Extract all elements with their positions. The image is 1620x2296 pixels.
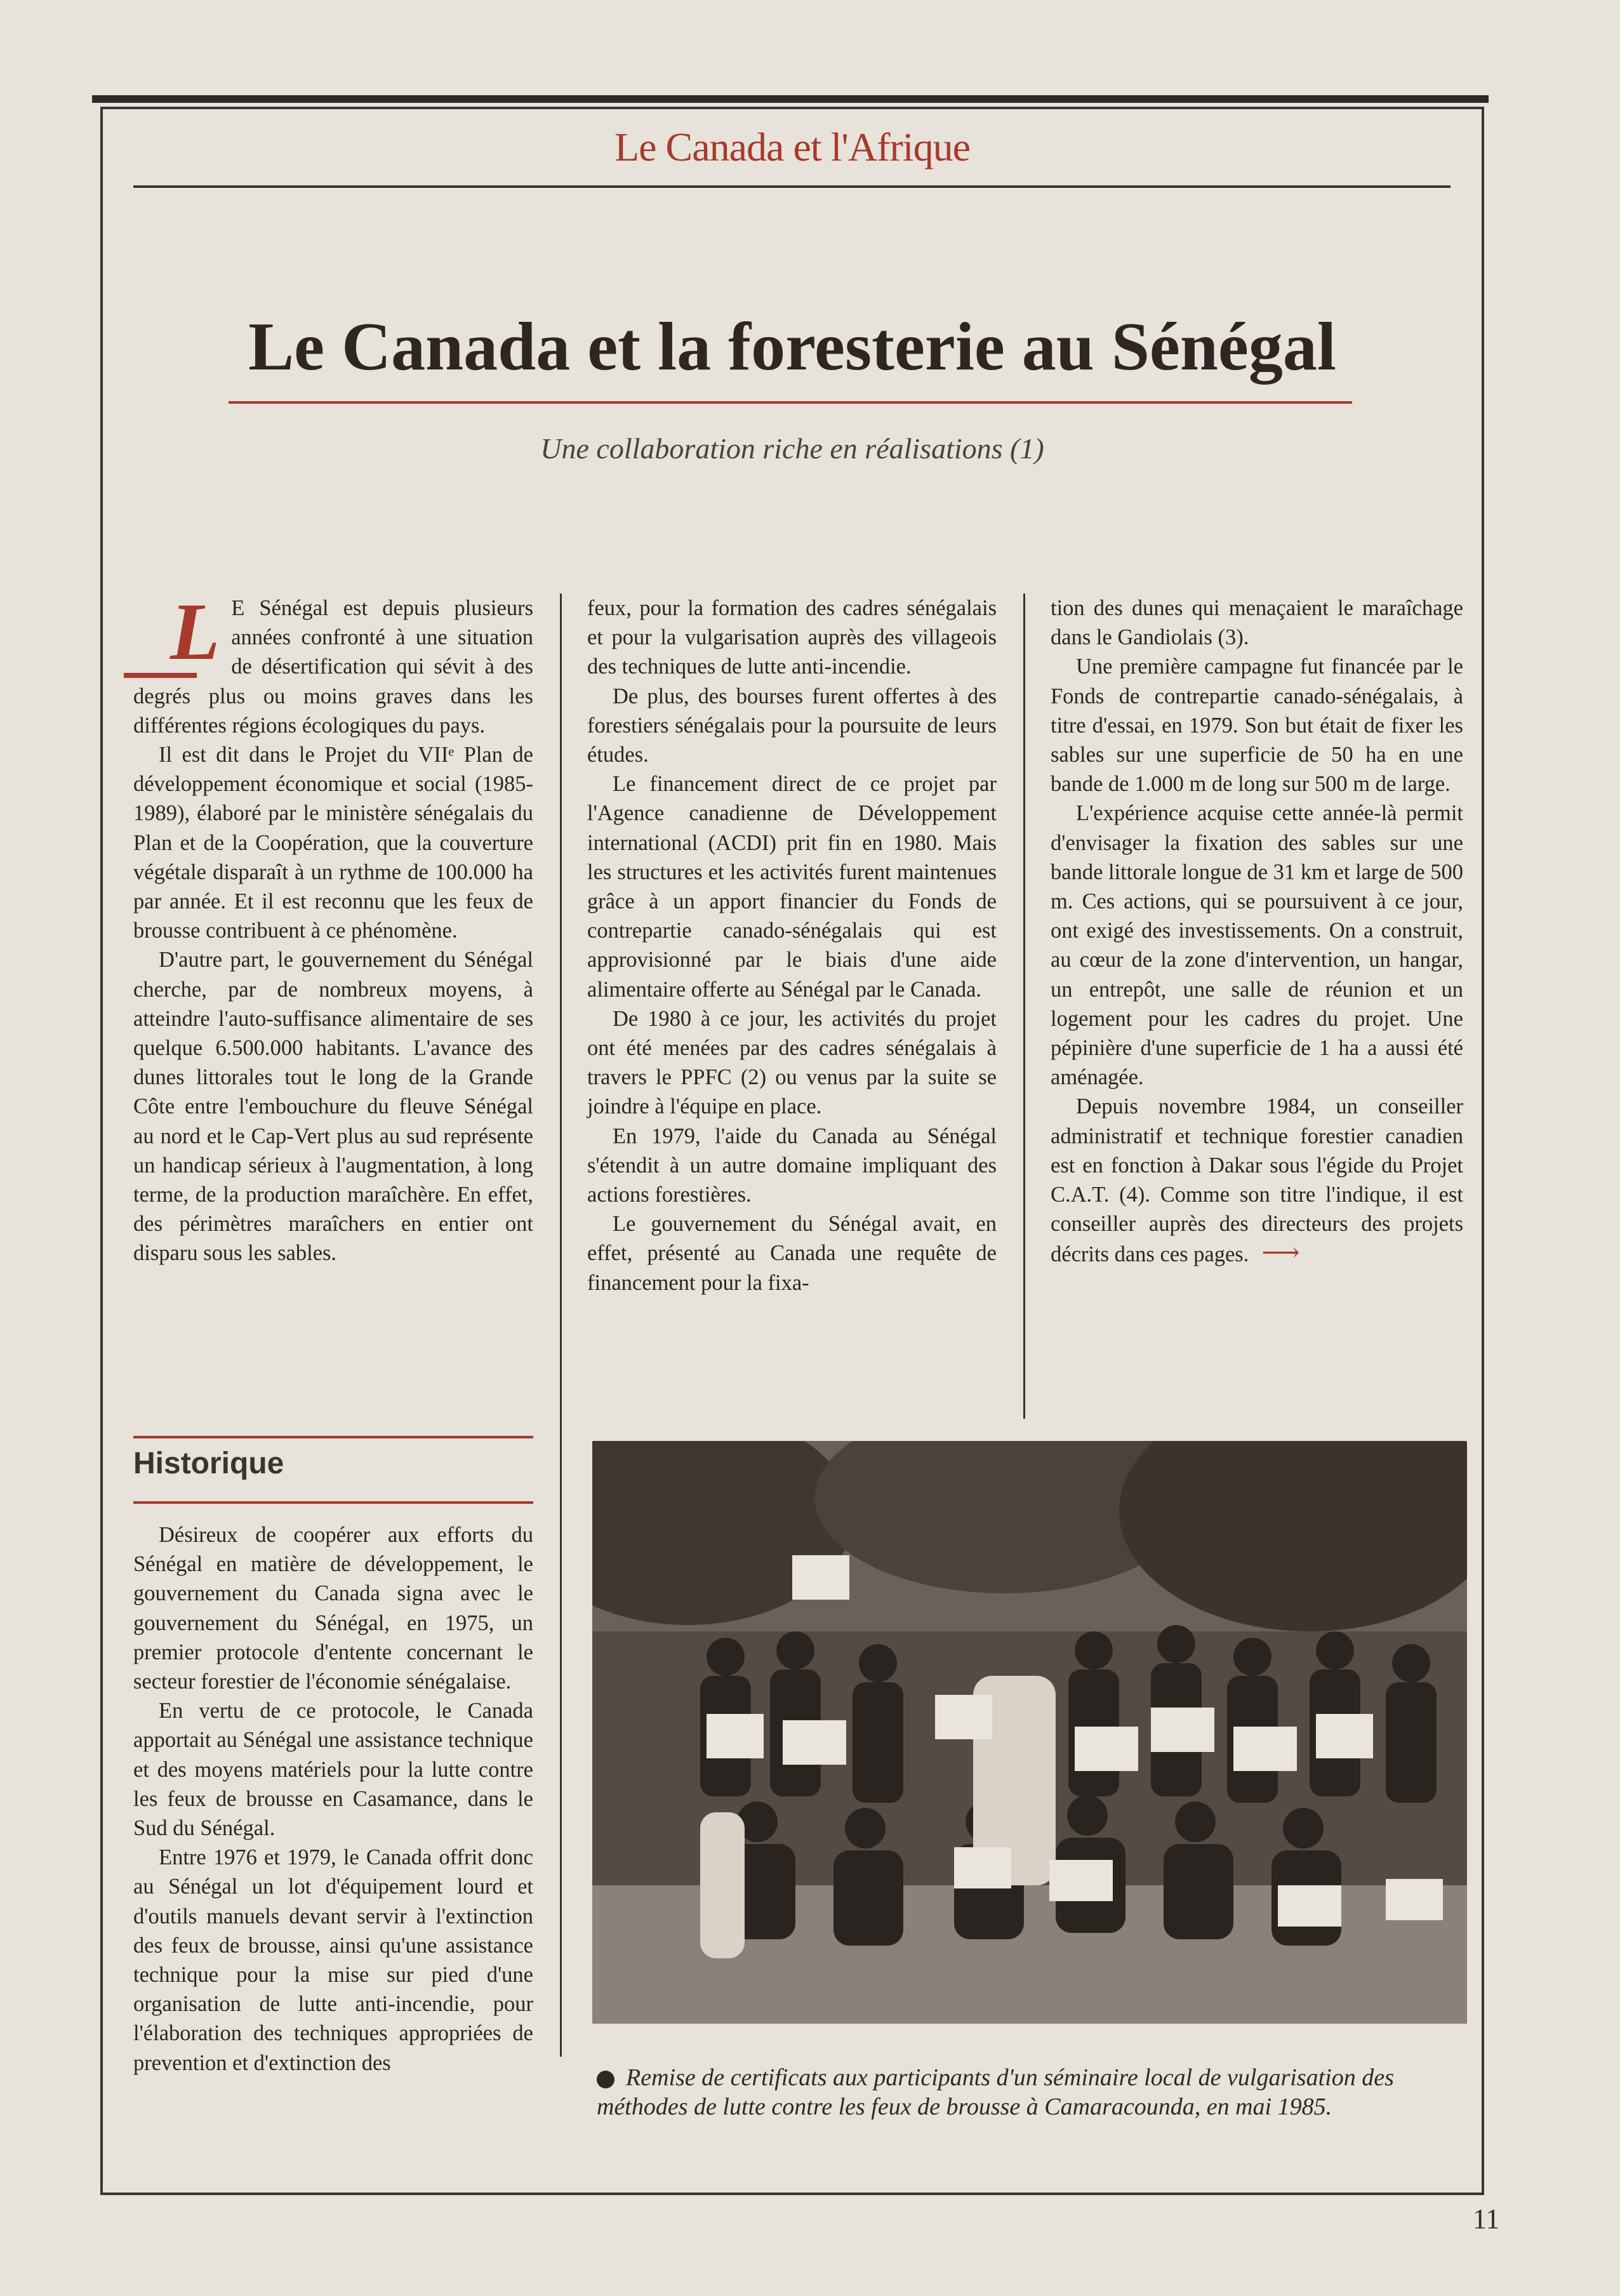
paragraph: Le gouvernement du Sénégal avait, en effet, présenté au Canada une requête de financement pour la fixa- [587, 1212, 997, 1295]
paragraph: De 1980 à ce jour, les activités du projet ont été menées par des cadres sénégalais à travers le PPFC (2) ou venus par la suite se joindre à l'équipe en place. [587, 1006, 997, 1119]
section-title: Le Canada et l'Afrique [614, 124, 970, 169]
column-divider-2 [1023, 594, 1025, 1419]
top-bar [92, 95, 1489, 103]
dropcap: L [170, 587, 220, 677]
historique-rule-top [133, 1436, 533, 1438]
paragraph: L'expérience acquise cette année-là permit d'envisager la fixation des sables sur une bande littorale longue de 31 km et large de 500 m. Ces actions, qui se poursuivent à ce jour, ont exigé des investissements. On a construit, au cœur de la zone d'intervention, un hangar, un entrepôt, une salle de réunion et un logement pour les cadres du projet. Une pépinière d'une superficie de 1 ha a aussi été aménagée. [1051, 801, 1463, 1090]
bullet-icon [597, 2071, 614, 2088]
paragraph: Il est dit dans le Projet du VIIᵉ Plan de développement économique et social (1985-1989), élaboré par le ministère sénégalais du Plan et de la Coopération, que la couverture végétale disparaît à un rythme de 100.000 ha par année. Et il est reconnu que les feux de brousse contribuent à ce phénomène. [133, 743, 533, 943]
article-subtitle: Une collaboration riche en réalisations (1) [540, 432, 1044, 465]
column-divider-1 [560, 594, 562, 2057]
paragraph: Le financement direct de ce projet par l'Agence canadienne de Développement international (ACDI) prit fin en 1980. Mais les structures et les activités furent maintenues grâce à un apport financier du Fonds de contrepartie canado-sénégalais qui est approvisionné par le biais d'une aide alimentaire offerte au Sénégal par le Canada. [587, 772, 997, 1002]
historique-heading: Historique [133, 1447, 284, 1480]
column-3 [1051, 594, 1463, 1270]
group-photo [592, 1441, 1467, 2024]
historique-text [133, 1520, 533, 2078]
header-rule [133, 185, 1451, 188]
paragraph: Depuis novembre 1984, un conseiller administratif et technique forestier canadien est en fonction à Dakar sous l'égide du Projet C.A.T. (4). Comme son titre l'indique, il est conseiller auprès des directeurs des projets décrits dans ces pages. ⟶ [1051, 1094, 1463, 1268]
photo-caption: Remise de certificats aux participants d'un séminaire local de vulgarisation des méthodes de lutte contre les feux de brousse à Camaracounda, en mai 1985. [597, 2064, 1394, 2120]
historique-rule-bottom [133, 1501, 533, 1504]
title-rule [229, 401, 1352, 404]
paragraph: De plus, des bourses furent offertes à des forestiers sénégalais pour la poursuite de leurs études. [587, 684, 997, 767]
paragraph: Désireux de coopérer aux efforts du Sénégal en matière de développement, le gouvernement du Canada signa avec le gouvernement du Sénégal, en 1975, un premier protocole d'entente concernant le secteur forestier de l'économie sénégalaise. [133, 1523, 533, 1694]
paragraph: tion des dunes qui menaçaient le maraîchage dans le Gandiolais (3). [1051, 596, 1463, 650]
paragraph: feux, pour la formation des cadres sénégalais et pour la vulgarisation auprès des villageois des techniques de lutte anti-incendie. [587, 596, 997, 679]
paragraph: D'autre part, le gouvernement du Sénégal cherche, par de nombreux moyens, à atteindre l'auto-suffisance alimentaire de ses quelque 6.500.000 habitants. L'avance des dunes littorales tout le long de la Grande Côte entre l'embouchure du fleuve Sénégal au nord et le Cap-Vert plus au sud représente un handicap sérieux à l'augmentation, à long terme, de la production maraîchère. En effet, des périmètres maraîchers en entier ont disparu sous les sables. [133, 948, 533, 1266]
page-number: 11 [1473, 2203, 1500, 2234]
intro-paragraph: L E Sénégal est depuis plusieurs années confronté à une situation de désertification qui sévit à des degrés plus ou moins graves dans les différentes régions écologiques du pays. [133, 587, 533, 738]
column-1 [133, 587, 533, 1268]
paragraph: Une première campagne fut financée par le Fonds de contrepartie canado-sénégalais, à titre d'essai, en 1979. Son but était de fixer les sables sur une superficie de 50 ha en une bande de 1.000 m de long sur 500 m de large. [1051, 654, 1463, 797]
paragraph: Entre 1976 et 1979, le Canada offrit donc au Sénégal un lot d'équipement lourd et d'outils manuels devant servir à l'extinction des feux de brousse, ainsi qu'une assistance technique pour la mise sur pied d'une organisation de lutte anti-incendie, pour l'élaboration des techniques appropriées de prevention et d'extinction des [133, 1845, 533, 2075]
paragraph: En 1979, l'aide du Canada au Sénégal s'étendit à un autre domaine impliquant des actions forestières. [587, 1124, 997, 1207]
paragraph: En vertu de ce protocole, le Canada apportait au Sénégal une assistance technique et des moyens matériels pour la lutte contre les feux de brousse en Casamance, dans le Sud du Sénégal. [133, 1699, 533, 1841]
column-2 [587, 594, 997, 1297]
group-photo-image [592, 1441, 1467, 2024]
continue-arrow-icon: ⟶ [1261, 1238, 1300, 1268]
article-title: Le Canada et la foresterie au Sénégal [248, 309, 1336, 385]
